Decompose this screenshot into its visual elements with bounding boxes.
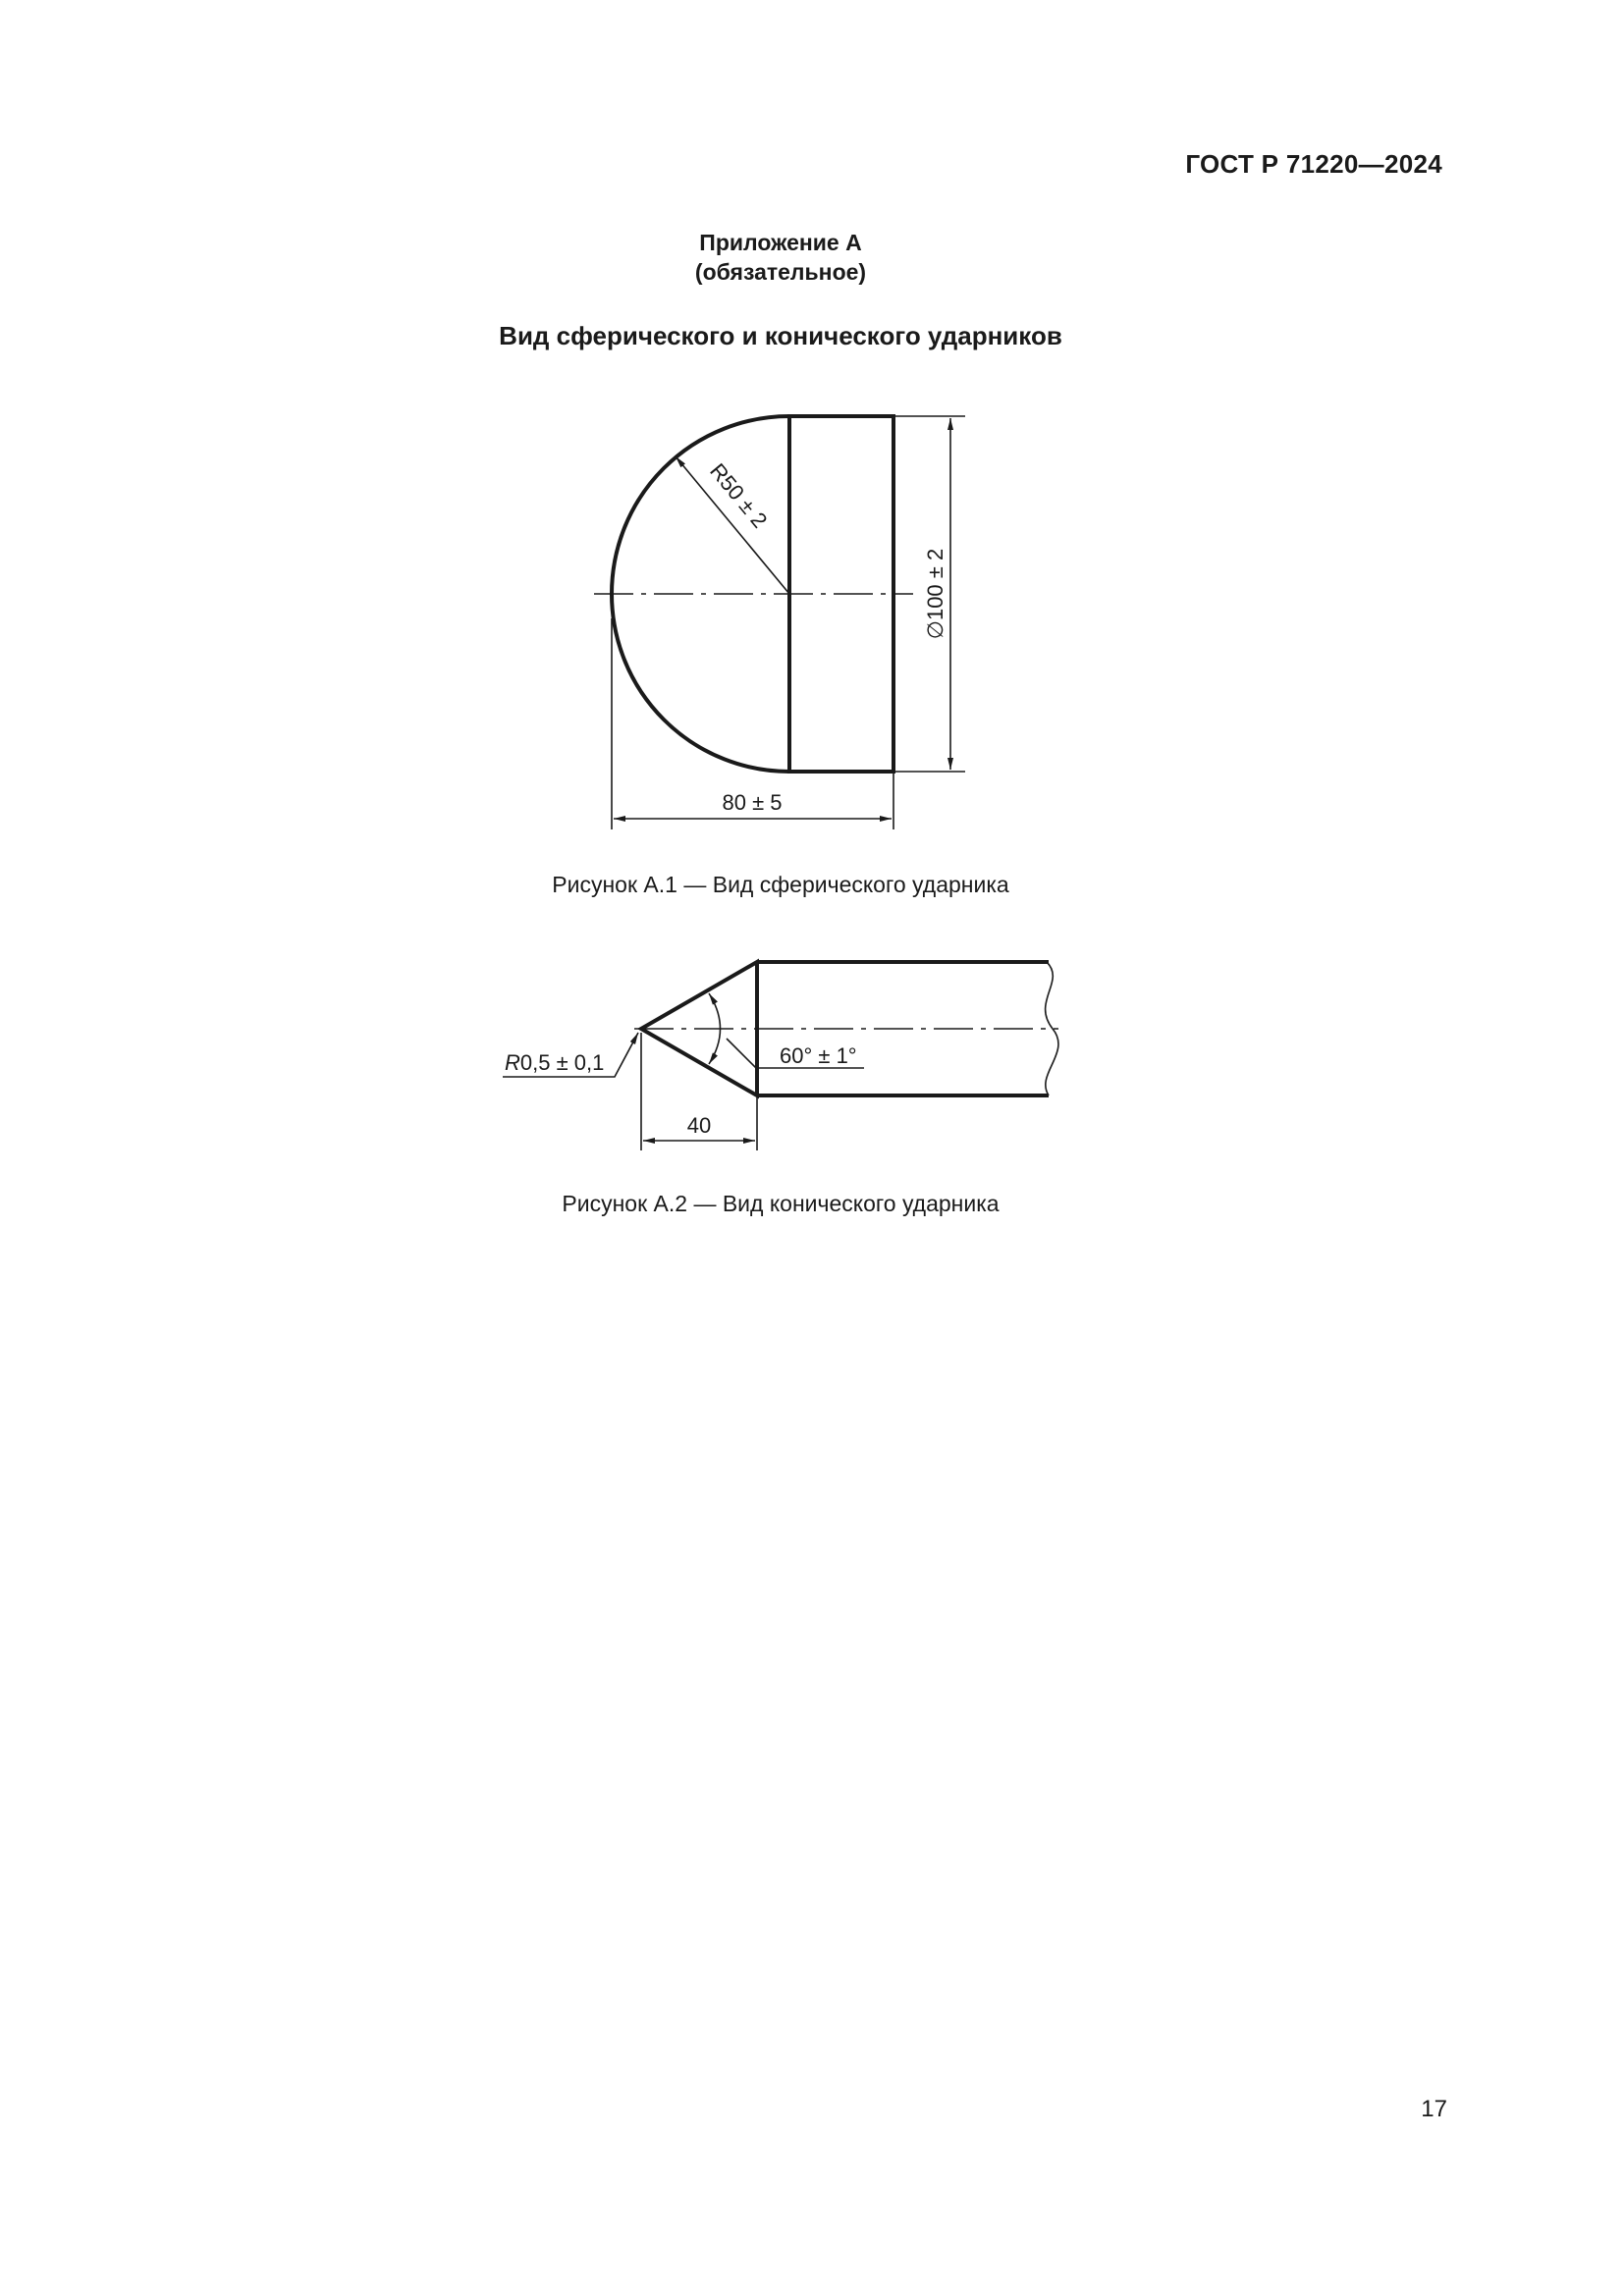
length-label: 80 ± 5 xyxy=(722,790,783,815)
page-number: 17 xyxy=(1421,2096,1447,2122)
document-code: ГОСТ Р 71220—2024 xyxy=(1185,149,1442,179)
angle-label: 60° ± 1° xyxy=(780,1043,857,1068)
annex-status: (обязательное) xyxy=(694,259,867,285)
figure-a2-caption: Рисунок А.2 — Вид конического ударника xyxy=(562,1191,1000,1216)
annex-title: Приложение А xyxy=(699,230,862,255)
figure-a1-drawing xyxy=(594,416,965,829)
tip-radius-label xyxy=(505,1050,604,1075)
radius-label: R50 ± 2 xyxy=(705,458,773,533)
section-heading: Вид сферического и конического ударников xyxy=(499,321,1062,350)
diameter-label: ∅100 ± 2 xyxy=(923,548,947,640)
figure-a2-drawing xyxy=(503,962,1058,1150)
length-label-a2: 40 xyxy=(686,1113,712,1138)
tip-radius-value: 0,5 ± 0,1 xyxy=(519,1050,605,1075)
tip-radius-prefix: R xyxy=(505,1050,520,1075)
figure-a1-caption: Рисунок А.1 — Вид сферического ударника xyxy=(552,872,1009,897)
